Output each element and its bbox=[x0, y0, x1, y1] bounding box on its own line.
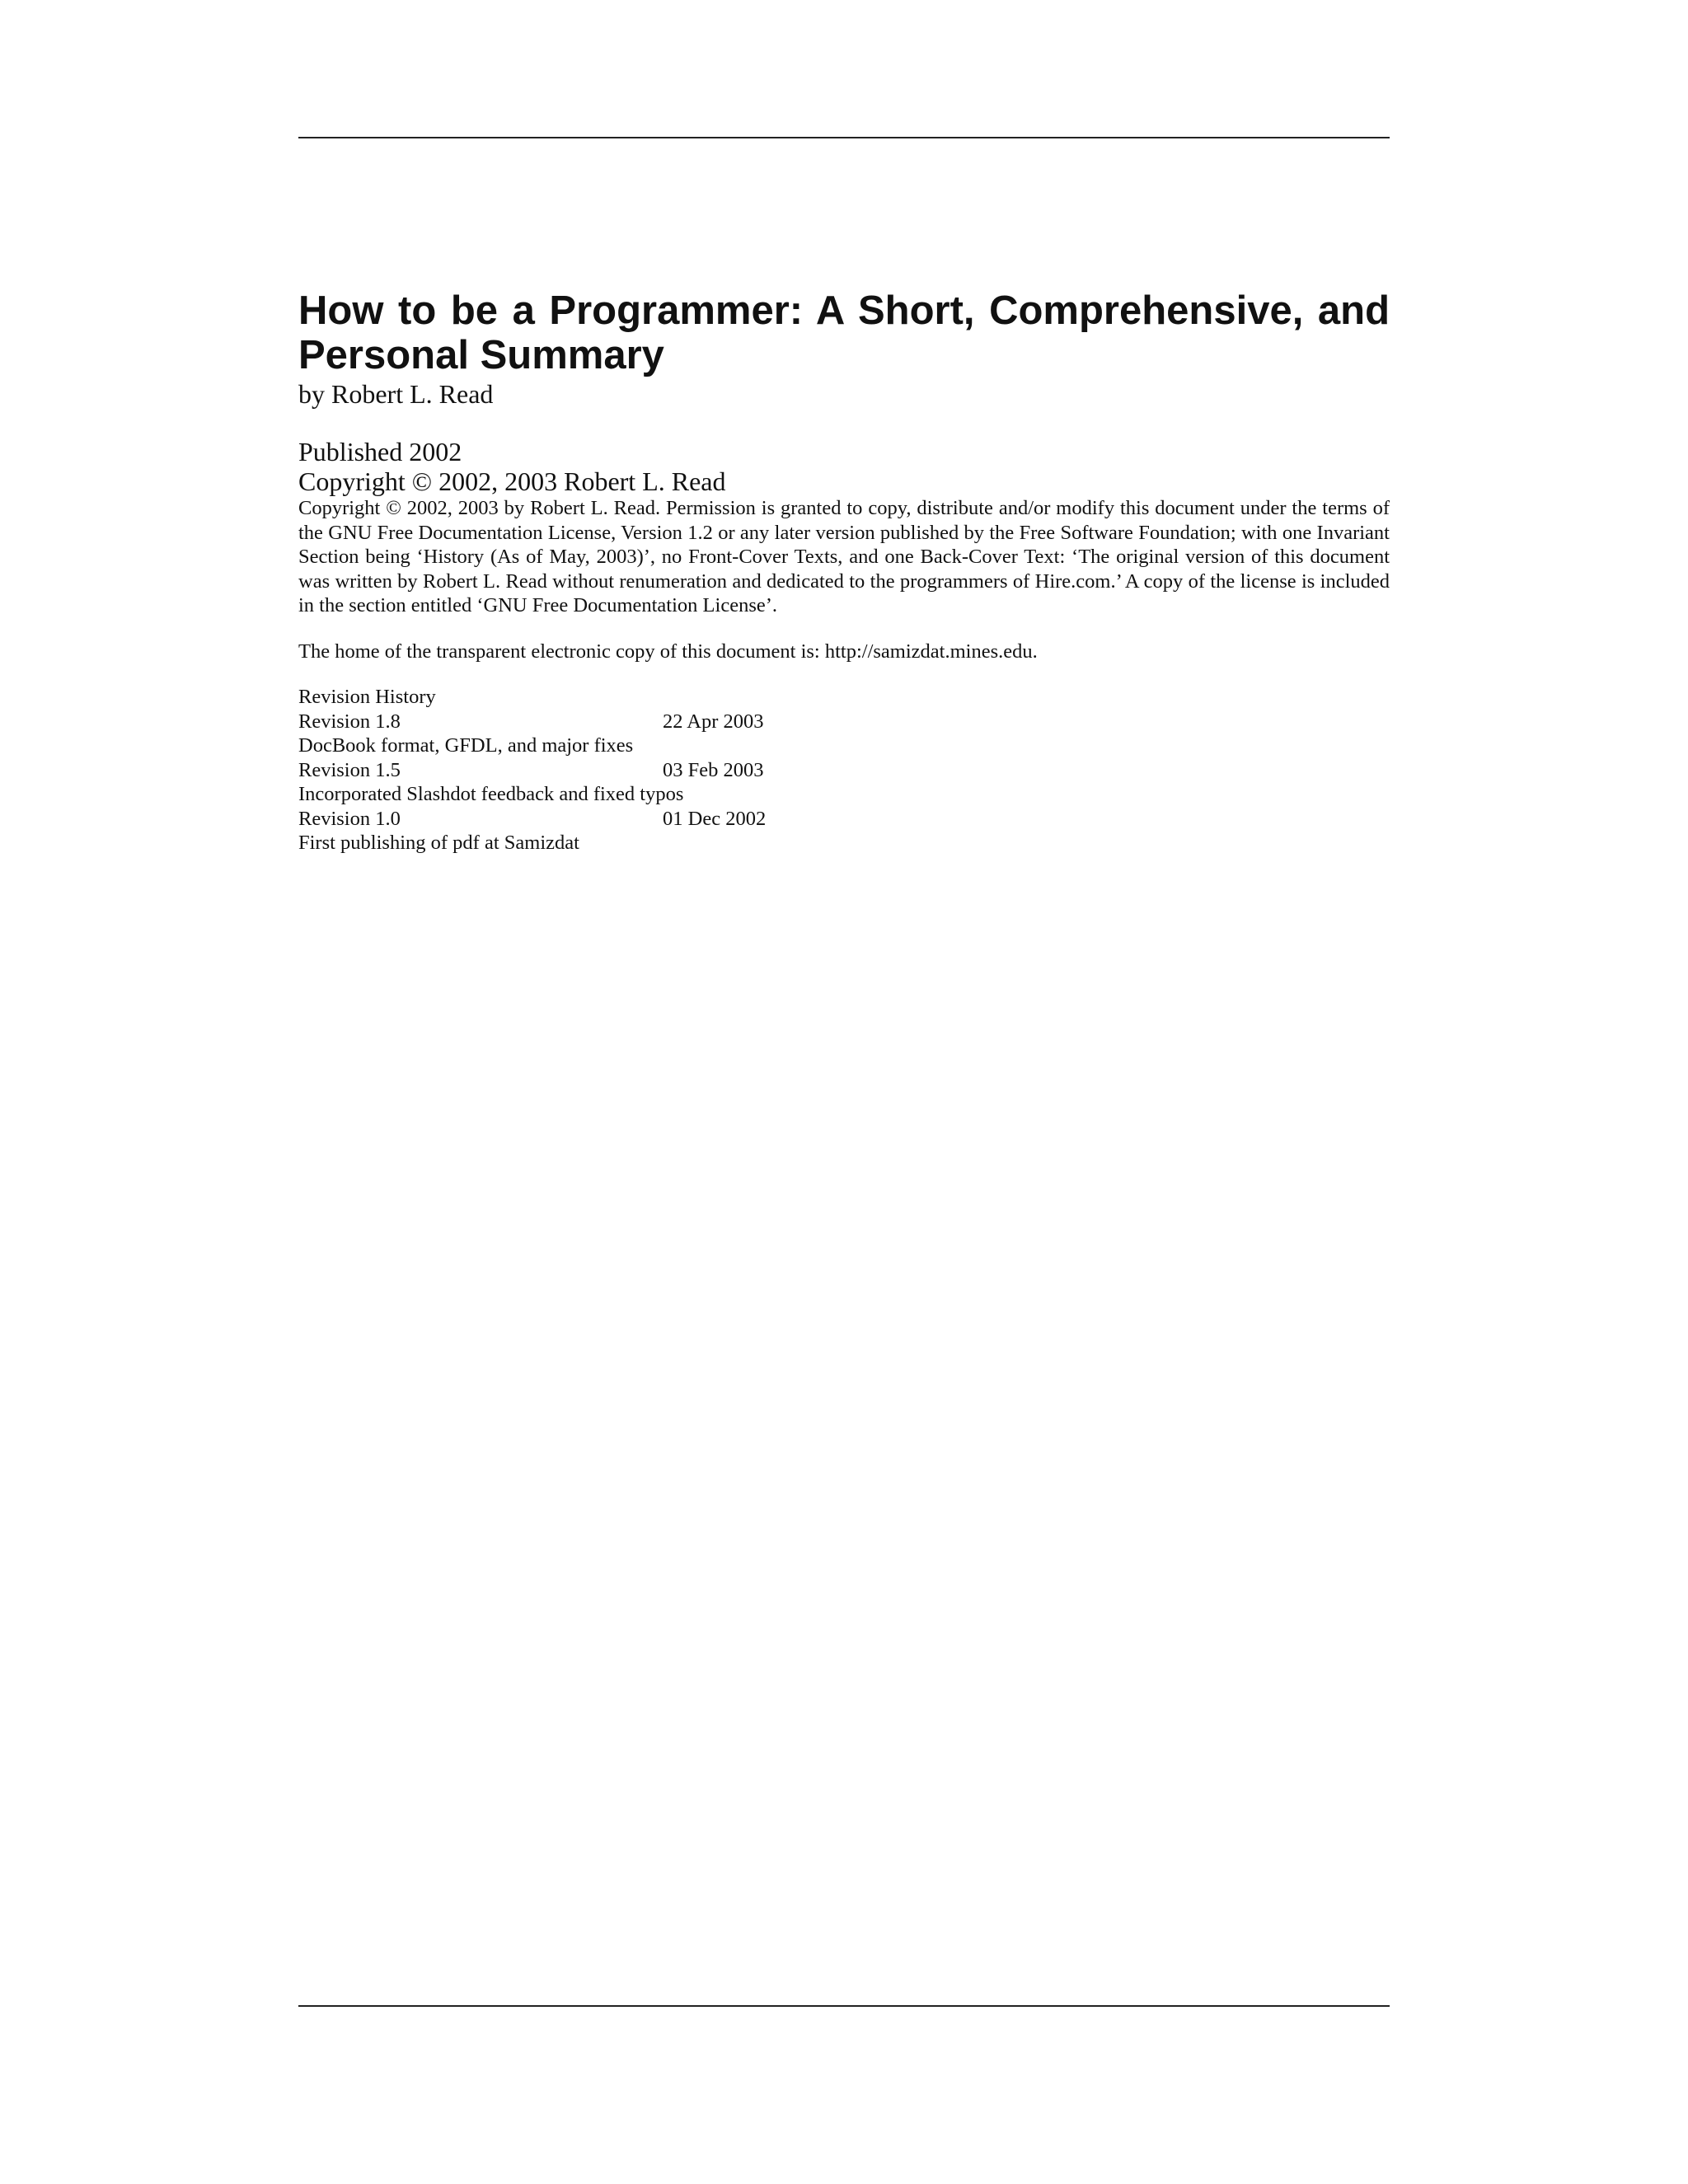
revision-date: 03 Feb 2003 bbox=[663, 758, 764, 781]
revision-number: Revision 1.0 bbox=[298, 807, 401, 830]
revision-description: First publishing of pdf at Samizdat bbox=[298, 832, 579, 854]
title-page bbox=[298, 288, 1390, 855]
footer-rule bbox=[298, 2005, 1390, 2007]
revision-row bbox=[298, 758, 1390, 783]
revision-history bbox=[298, 685, 1390, 855]
revision-history-heading: Revision History bbox=[298, 686, 436, 708]
license-notice: Copyright © 2002, 2003 by Robert L. Read. Permission is granted to copy, distribute and/or modify this document under the terms of the GNU Free Documentation License, Version 1.2 or any later version published by the Free Software Foundation; with one Invariant Section being ‘History (As of May, 2003)’, no Front-Cover Texts, and one Back-Cover Text: ‘The original version of this document was written by Robert L. Read without renumeration and dedicated to the programmers of Hire.com.’ A copy of the license is included in the section entitled ‘GNU Free Documentation License’. bbox=[298, 497, 1390, 616]
revision-date: 22 Apr 2003 bbox=[663, 710, 764, 733]
revision-number: Revision 1.5 bbox=[298, 758, 401, 781]
header-rule bbox=[298, 137, 1390, 138]
revision-date: 01 Dec 2002 bbox=[663, 807, 767, 830]
revision-row bbox=[298, 710, 1390, 734]
revision-number: Revision 1.8 bbox=[298, 710, 401, 733]
book-title: How to be a Programmer: A Short, Comprehensive, and Personal Summary bbox=[298, 288, 1390, 377]
copyright-line: Copyright © 2002, 2003 Robert L. Read bbox=[298, 466, 726, 496]
revision-description: Incorporated Slashdot feedback and fixed typos bbox=[298, 783, 684, 805]
revision-row bbox=[298, 807, 1390, 832]
revision-description: DocBook format, GFDL, and major fixes bbox=[298, 734, 634, 757]
home-location-note: The home of the transparent electronic copy of this document is: http://samizdat.mines.edu. bbox=[298, 640, 1038, 663]
author-line: by Robert L. Read bbox=[298, 379, 494, 409]
published-line: Published 2002 bbox=[298, 437, 462, 466]
